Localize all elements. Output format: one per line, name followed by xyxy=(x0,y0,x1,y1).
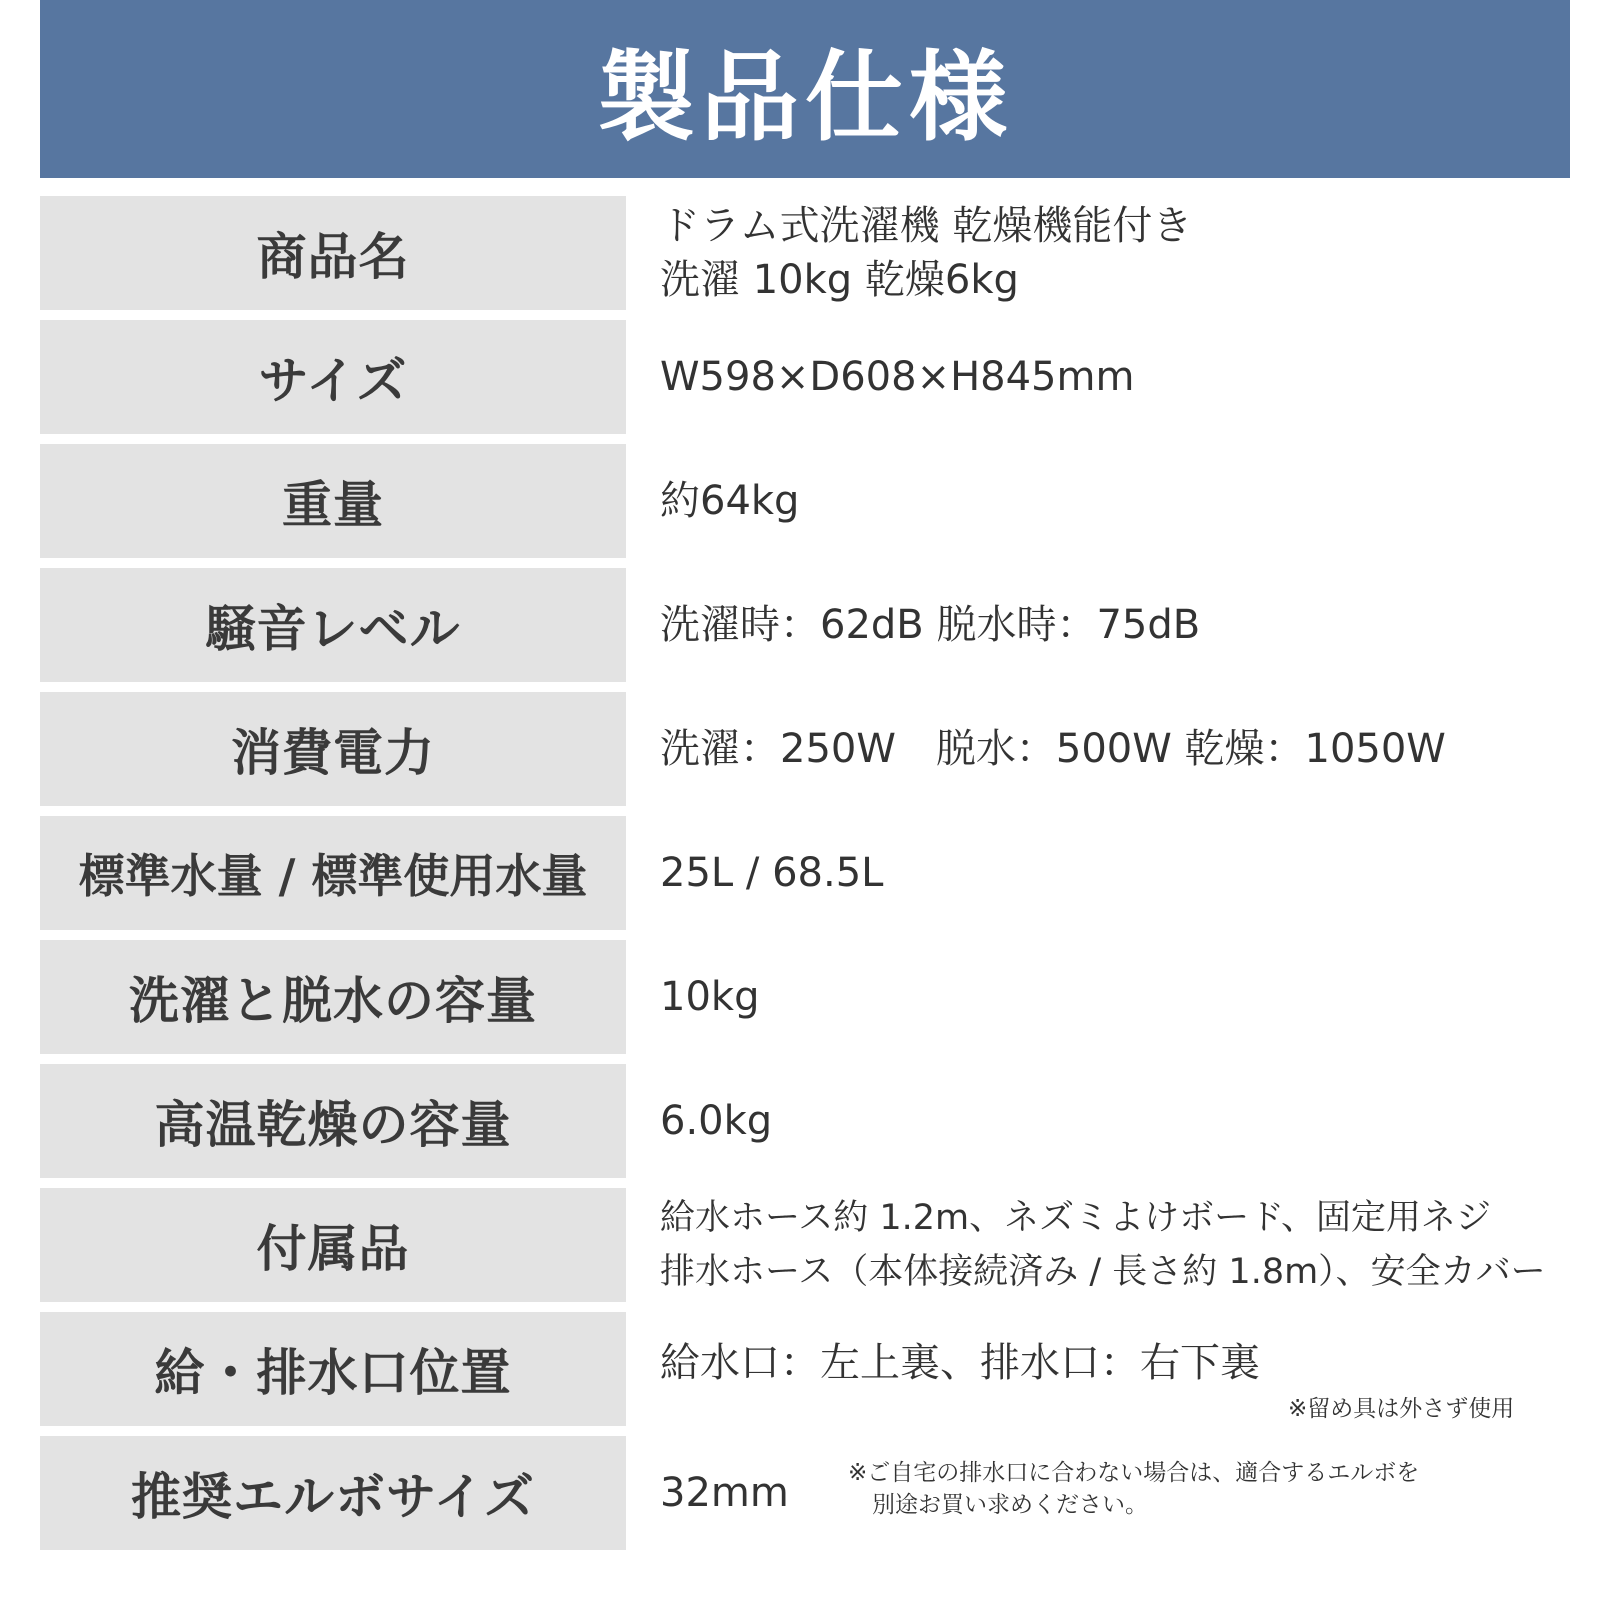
spec-label-cell xyxy=(40,320,626,434)
spec-value-cell xyxy=(660,320,1600,434)
spec-label-cell xyxy=(40,1436,626,1550)
spec-row-accessories xyxy=(40,1188,1600,1302)
spec-value: 洗濯：250W 脱水：500W 乾燥：1050W xyxy=(660,726,1446,772)
spec-value: 6.0kg xyxy=(660,1098,773,1144)
spec-label: 商品名 xyxy=(256,228,410,286)
spec-value: 10kg xyxy=(660,974,760,1020)
spec-label: 消費電力 xyxy=(231,724,435,782)
spec-value: 給水ホース約 1.2m、ネズミよけボード、固定用ネジ xyxy=(660,1198,1491,1238)
spec-label: 騒音レベル xyxy=(205,600,461,658)
spec-value-cell xyxy=(660,1436,840,1550)
spec-label: 洗濯と脱水の容量 xyxy=(129,972,537,1030)
spec-value: 洗濯 10kg 乾燥6kg xyxy=(660,257,1019,303)
spec-label-cell xyxy=(40,196,626,310)
spec-label: 標準水量 / 標準使用水量 xyxy=(78,849,588,903)
spec-label: サイズ xyxy=(258,352,408,410)
spec-value-cell xyxy=(660,816,1600,930)
page-title: 製品仕様 xyxy=(596,40,1013,155)
spec-row-water-volume xyxy=(40,816,1600,930)
spec-label: 高温乾燥の容量 xyxy=(154,1096,512,1154)
spec-value-cell xyxy=(660,940,1600,1054)
spec-row-product-name xyxy=(40,196,1600,310)
spec-value: 32mm xyxy=(660,1470,789,1516)
spec-label-cell xyxy=(40,1312,626,1426)
spec-row-dry-capacity xyxy=(40,1064,1600,1178)
spec-note: 別途お買い求めください。 xyxy=(872,1492,1148,1518)
spec-row-elbow-size xyxy=(40,1436,1600,1550)
spec-row-port-position xyxy=(40,1312,1600,1426)
spec-value: 洗濯時：62dB 脱水時：75dB xyxy=(660,602,1201,648)
spec-row-size xyxy=(40,320,1600,434)
spec-value: W598×D608×H845mm xyxy=(660,354,1135,400)
spec-label-cell xyxy=(40,816,626,930)
spec-label: 重量 xyxy=(282,476,384,534)
spec-label: 付属品 xyxy=(256,1220,410,1278)
spec-value-cell xyxy=(660,1188,1600,1302)
spec-row-power-consumption xyxy=(40,692,1600,806)
spec-label: 給・排水口位置 xyxy=(154,1344,512,1402)
spec-value-cell xyxy=(660,692,1600,806)
spec-label-cell xyxy=(40,940,626,1054)
spec-value: 給水口：左上裏、排水口：右下裏 xyxy=(660,1340,1260,1386)
spec-value-cell xyxy=(660,1064,1600,1178)
spec-label-cell xyxy=(40,444,626,558)
spec-header xyxy=(40,0,1570,178)
spec-note: ※留め具は外さず使用 xyxy=(1288,1396,1515,1422)
spec-label: 推奨エルボサイズ xyxy=(131,1468,535,1526)
spec-label-cell xyxy=(40,568,626,682)
spec-note: ※ご自宅の排水口に合わない場合は、適合するエルボを xyxy=(848,1460,1420,1486)
spec-label-cell xyxy=(40,692,626,806)
spec-row-wash-capacity xyxy=(40,940,1600,1054)
spec-value-cell xyxy=(660,568,1600,682)
spec-value: 排水ホース（本体接続済み / 長さ約 1.8m）、安全カバー xyxy=(660,1252,1546,1292)
spec-value-cell xyxy=(660,196,1600,310)
spec-label-cell xyxy=(40,1064,626,1178)
spec-label-cell xyxy=(40,1188,626,1302)
spec-row-weight xyxy=(40,444,1600,558)
spec-value: 約64kg xyxy=(660,478,800,524)
spec-row-noise-level xyxy=(40,568,1600,682)
spec-value: ドラム式洗濯機 乾燥機能付き xyxy=(660,203,1193,249)
spec-value-cell xyxy=(660,444,1600,558)
spec-value: 25L / 68.5L xyxy=(660,850,884,896)
